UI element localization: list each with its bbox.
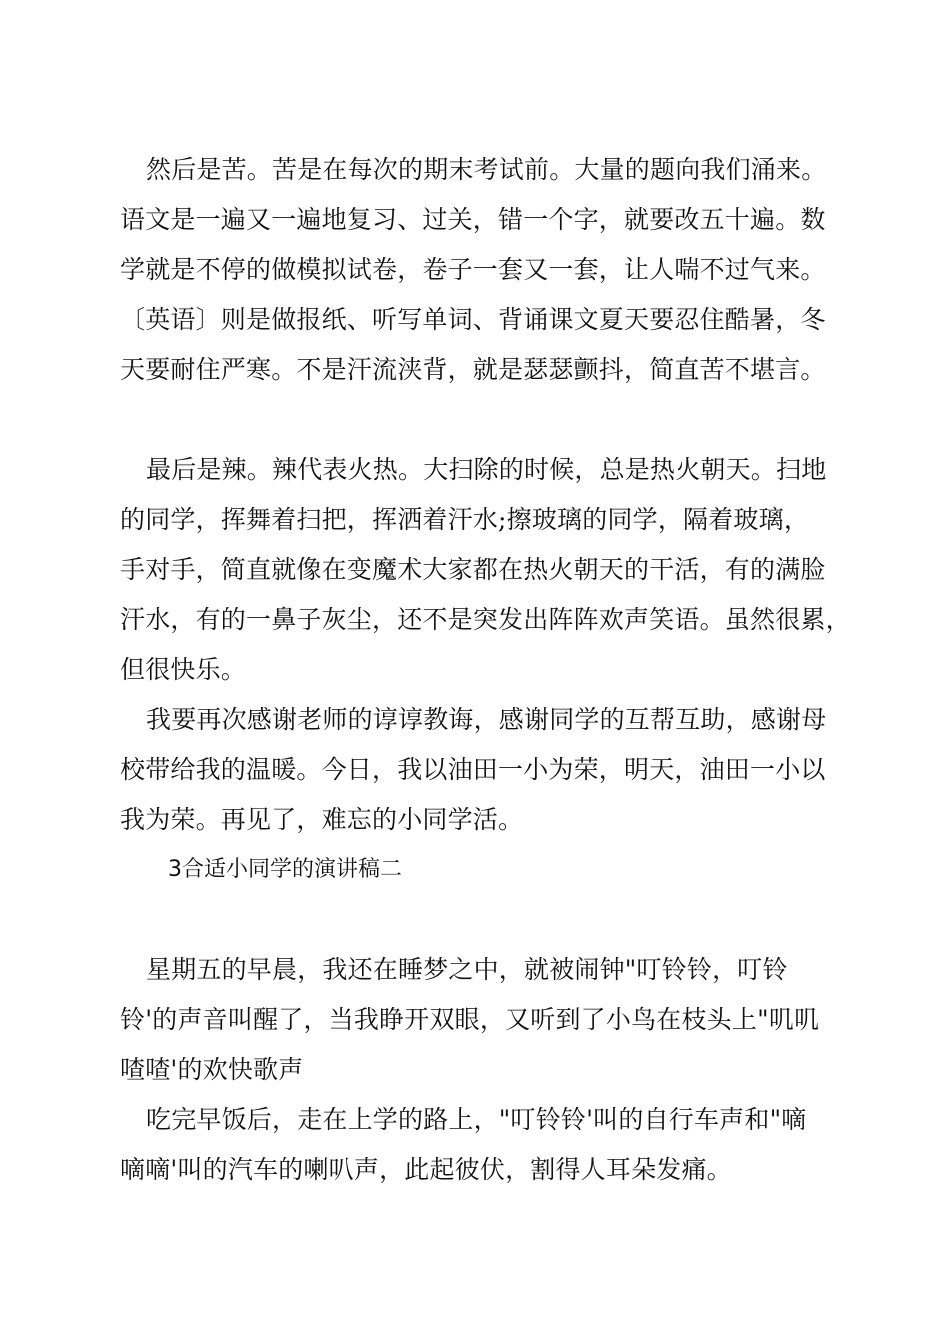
paragraph-5-line-2: 嘀嘀'叫的汽车的喇叭声，此起彼伏，割得人耳朵发痛。 (120, 1155, 732, 1184)
paragraph-1-line-1: 然后是苦。苦是在每次的期末考试前。大量的题向我们涌来。 (146, 155, 827, 184)
paragraph-2-line-3: 手对手，简直就像在变魔术大家都在热火朝天的干活，有的满脸 (120, 555, 826, 584)
paragraph-2-line-4: 汗水，有的一鼻子灰尘，还不是突发出阵阵欢声笑语。虽然很累， (120, 605, 851, 634)
paragraph-4-line-3: 喳喳'的欢快歌声 (120, 1055, 304, 1084)
paragraph-3-line-3: 我为荣。再见了，难忘的小同学活。 (120, 805, 524, 834)
paragraph-1-line-4: 〔英语〕则是做报纸、听写单词、背诵课文夏天要忍住酷暑，冬 (120, 305, 826, 334)
paragraph-2-line-2: 的同学，挥舞着扫把，挥洒着汗水;擦玻璃的同学，隔着玻璃， (120, 505, 810, 534)
paragraph-4-line-2: 铃'的声音叫醒了，当我睁开双眼，又听到了小鸟在枝头上"叽叽 (120, 1005, 820, 1034)
paragraph-1-line-3: 学就是不停的做模拟试卷，卷子一套又一套，让人喘不过气来。 (120, 255, 826, 284)
paragraph-5-line-1: 吃完早饭后，走在上学的路上，"叮铃铃'叫的自行车声和"嘀 (146, 1105, 807, 1134)
paragraph-4-line-1: 星期五的早晨，我还在睡梦之中，就被闹钟"叮铃铃，叮铃 (146, 955, 788, 984)
paragraph-2-line-5: 但很快乐。 (120, 655, 247, 684)
paragraph-2-line-1: 最后是辣。辣代表火热。大扫除的时候，总是热火朝天。扫地 (146, 455, 827, 484)
section-heading: 3合适小同学的演讲稿二 (168, 857, 402, 882)
paragraph-1-line-2: 语文是一遍又一遍地复习、过关，错一个字，就要改五十遍。数 (120, 205, 826, 234)
paragraph-3-line-1: 我要再次感谢老师的谆谆教诲，感谢同学的互帮互助，感谢母 (146, 705, 827, 734)
paragraph-3-line-2: 校带给我的温暖。今日，我以油田一小为荣，明天，油田一小以 (120, 755, 826, 784)
paragraph-1-line-5: 天要耐住严寒。不是汗流浃背，就是瑟瑟颤抖，简直苦不堪言。 (120, 355, 826, 384)
